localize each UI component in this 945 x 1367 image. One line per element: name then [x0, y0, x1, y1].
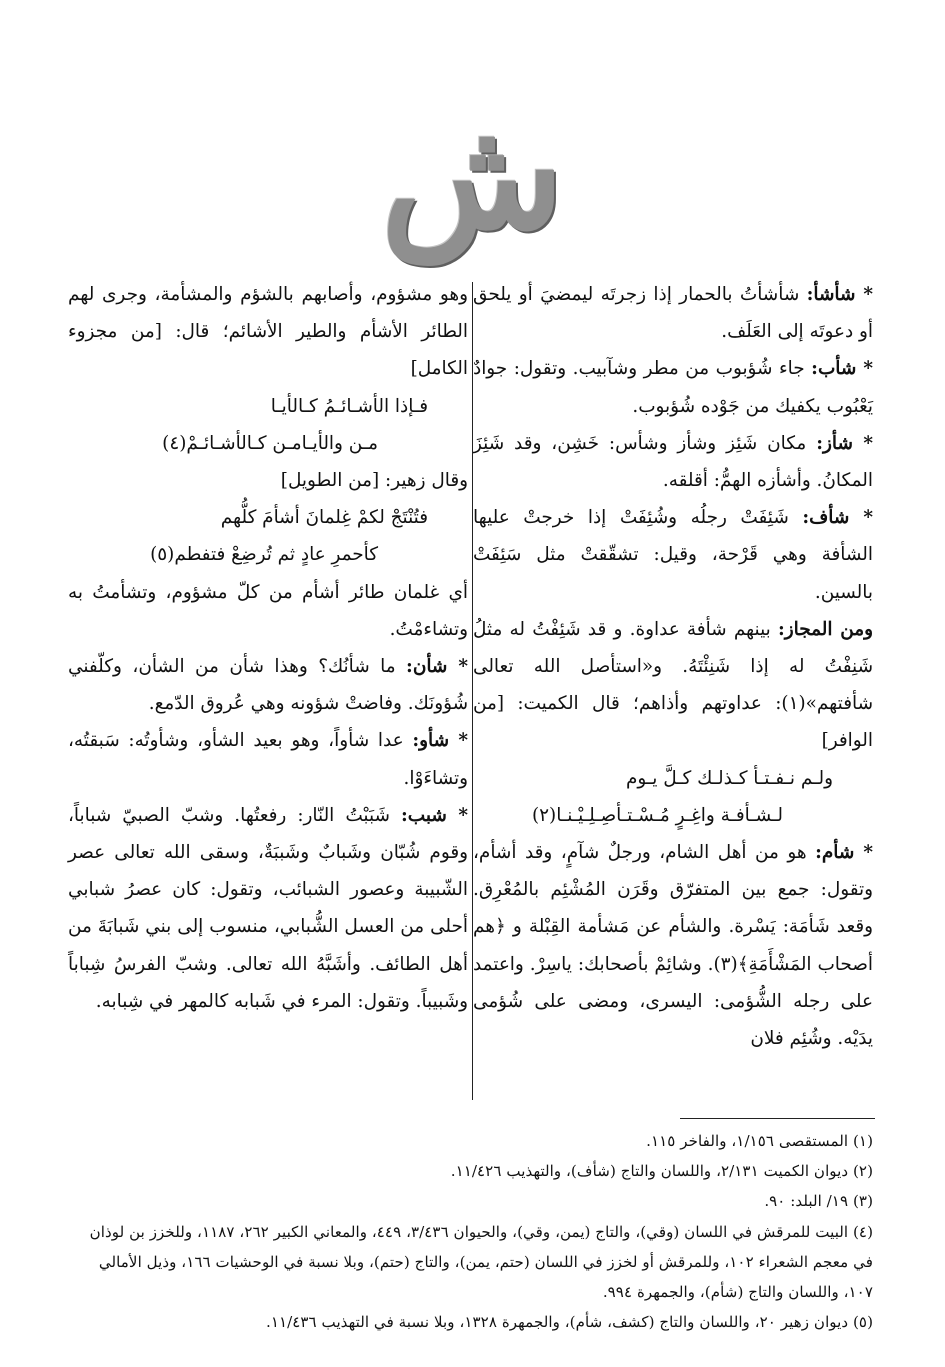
entry-text: مكان شَئِز وشأز وشأس: خَشِن، وقد شَئِزَ المكانُ. وأشأزه الهمُّ: أقلقه.: [473, 432, 873, 492]
entry-head: * شأم:: [815, 842, 873, 864]
verse-kumait: [473, 760, 873, 834]
entry-shaam: [473, 834, 873, 1057]
column-divider: [472, 282, 473, 1100]
footnote: (٥) ديوان زهير ٢٠، واللسان والتاج (كشف، شأم)، والجمهرة ١٣٢٨، وبلا نسبة في التهذيب ١١/٤٣٦.: [265, 1313, 873, 1332]
footnote: (١) المستقصى ١/١٥٦، والفاخر ١١٥.: [646, 1132, 873, 1150]
continuation-text: وهو مشؤوم، وأصابهم بالشؤم والمشأمة، وجرى لهم الطائر الأشأم والطير الأشائم؛ قال: [من مجزوء الكامل]: [68, 284, 468, 380]
entry-head: * شأز:: [816, 432, 873, 454]
entry-shashaa: [473, 276, 873, 350]
entry-text: هو من أهل الشام، ورجلٌ شآمٍ، وقد أشأم، وتقول: جمع بين المتفرّق وقَرَن المُشْئِم بالمُعْرِق. وقعد شَأمَة: يَسْرة. والشأم عن مَشأمة القِبْلة و ﴿هم أصحاب المَشْأَمَةِ﴾(٣). وشائِمْ بأصحابك: ياسِرْ. واعتمد على رجله الشُّؤمى: اليسرى، ومضى على شُؤمى يدَيْه. وشُئِم فلان: [473, 842, 873, 1050]
verse-zuhair: [68, 499, 468, 573]
footnote: (٢) ديوان الكميت ٢/١٣١، واللسان والتاج (شأف)، والتهذيب ١١/٤٢٦.: [450, 1162, 873, 1181]
entry-head: * شأو:: [412, 730, 469, 752]
entry-text: شَئِفَتْ رجلُه وشُئِفَتْ إذا خرجتْ عليها الشأفة وهي قَرْحة، وقيل: تشقّقتْ مثل سَئِفَتْ بالسين.: [473, 507, 873, 603]
entry-majaz: [473, 611, 873, 760]
verse-hemistich: لـشـأفـة واغِـرٍ مُـسْـتـأصِـلِـيْـنـا(٢): [531, 804, 783, 826]
entry-text: جاء شُؤبوب من مطر وشآبيب. وتقول: جوادٌ يَعْبُوب يكفيك من جَوْده شُؤبوب.: [473, 358, 873, 417]
footnotes: [65, 1126, 873, 1337]
verse-hemistich: ولـم نـفـتـأ كـذلـك كـلَّ يـوم: [626, 767, 833, 789]
chapter-letter: ش: [380, 87, 565, 263]
footnote: (٣) ١٩/ البلد: ٩٠.: [764, 1192, 873, 1211]
footnote: (٤) البيت للمرقش في اللسان (وقي)، والتاج (يمن، وقي)، والحيوان ٣/٤٣٦، ٤٤٩، والمعاني الكبير ٢٦٢، ١١٨٧، وللخزز بن لوذان في معجم الشعراء ١٠٢، وللمرقش أو لخزز في اللسان (حتم، يمن)، والتاج (حتم)، وبلا نسبة في الوحشيات ١٦٦، وذيل الأمالي ١٠٧، واللسان والتاج (شأم)، والجمهرة ٩٩٤.: [89, 1222, 873, 1302]
entry-shaan: [68, 648, 468, 722]
zuhair-intro: وقال زهير: [من الطويل]: [280, 470, 468, 492]
entry-shaw: [68, 722, 468, 796]
verse-hemistich: مـن والأيـامـن كـالأشـائـمْ(٤): [162, 432, 378, 454]
verse-murakkish: [68, 388, 468, 462]
left-column: [68, 276, 468, 1020]
entry-head: * شبب:: [400, 804, 469, 826]
entry-head: * شأشأ:: [806, 284, 874, 305]
entry-shaaz: [473, 425, 873, 499]
entry-text: ما شأنُك؟ وهذا شأن من الشأن، وكلّفني شُؤونَك. وفاضتْ شؤونه وهي عُروق الدّمع.: [68, 656, 468, 715]
verse-hemistich: كأحمرِ عادٍ ثم تُرضِعْ فتفطم(٥): [150, 544, 378, 566]
entry-text: عدا شأواً، وهو بعيد الشأو، وشأوتُه: سَبقتُه، وتشاءَوْا.: [68, 730, 468, 789]
entry-head: ومن المجاز:: [777, 618, 873, 640]
entry-shaaf: [473, 499, 873, 611]
entry-shbb: [68, 797, 468, 1020]
entry-text: شأشأتُ بالحمار إذا زجرتَه ليمضيَ أو يلحق أو دعوتَه إلى العَلَف.: [473, 284, 873, 343]
entry-head: * شأف:: [802, 507, 873, 529]
verse-hemistich: فـإذا الأشـائـمُ كـالأيـا: [270, 395, 428, 417]
chapter-heading: [300, 87, 645, 263]
verse-gloss: أي غلمان طائر أشأم من كلّ مشؤوم، وتشأمتُ به وتشاءمْتُ.: [68, 581, 468, 640]
entry-shaab: [473, 350, 873, 424]
entry-head: * شأب:: [811, 358, 873, 380]
right-column: [473, 276, 873, 1057]
entry-head: * شأن:: [406, 656, 468, 678]
entry-text: شَبَبْتُ النّار: رفعتُها. وشبّ الصبيّ شباباً، وقوم شُبّان وشَبابٌ وشَببَةٌ، وسقى الله تعالى عصر الشّبيبة وعصور الشبائب، وتقول: كان عصرُ شبابي أحلى من العسل الشُّبابي، منسوب إلى بني شَبابَةَ من أهل الطائف. وأشَبَّهُ الله تعالى. وشبّ الفرسُ شِباباً وشَبيباً. وتقول: المرء في شَبابه كالمهر في شِبابه.: [68, 804, 468, 1012]
verse-hemistich: فتُنْتَجْ لكمْ غِلمانَ أشأمَ كلُّهم: [220, 507, 428, 529]
entry-text: بينهم شأفة عداوة. و قد شَئِفْتُ له مثلُ شَنِفْتُ له إذا شَنِئْتَهُ. و«استأصل الله تعالى شأفتهم»(١): عداوتهم وأذاهم؛ قال الكميت: [من الوافر]: [473, 618, 873, 752]
footnote-rule: [680, 1118, 875, 1119]
